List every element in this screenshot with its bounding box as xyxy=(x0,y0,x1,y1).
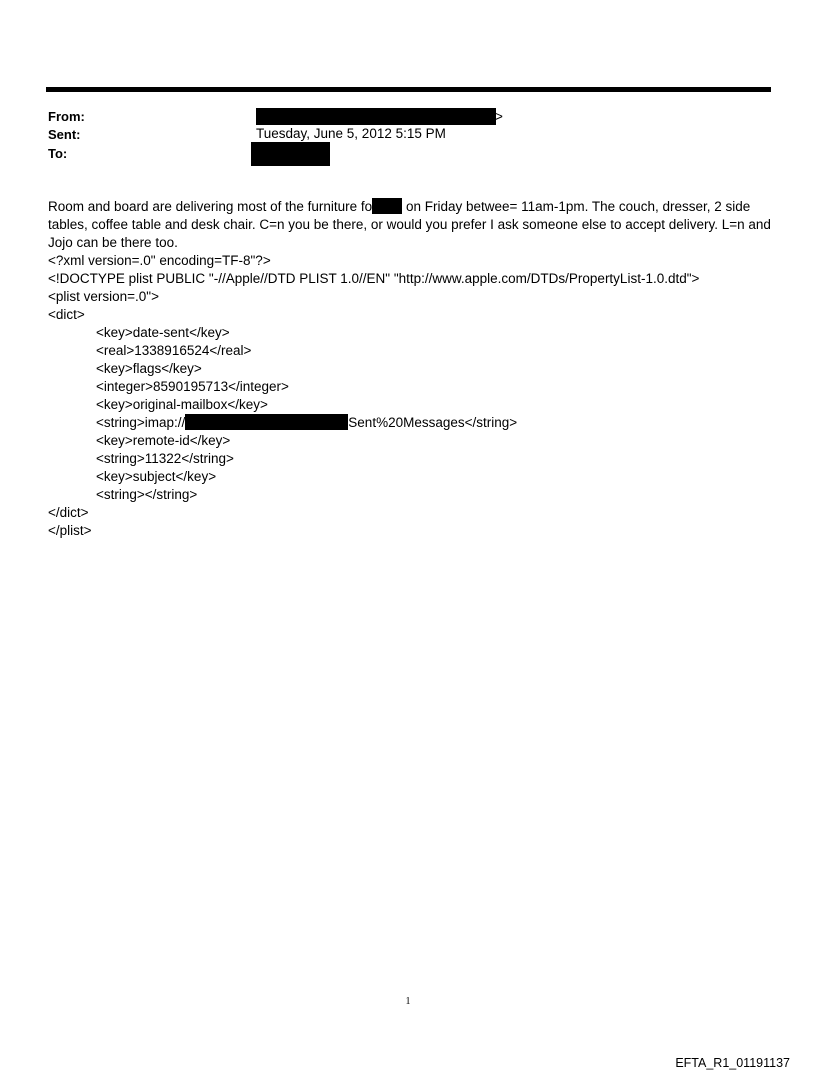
plist-line: <dict> xyxy=(48,307,85,322)
body-line-3: Jojo can be there too. xyxy=(48,235,178,250)
from-redaction xyxy=(256,108,496,125)
plist-line: <!DOCTYPE plist PUBLIC "-//Apple//DTD PLIST 1.0//EN" "http://www.apple.com/DTDs/PropertyList-1.0.dtd"> xyxy=(48,271,700,286)
header-rule xyxy=(46,87,771,92)
plist-text-segment: <string>imap:// xyxy=(96,415,186,430)
body-text-segment: Room and board are delivering most of the furniture fo xyxy=(48,199,373,214)
email-body xyxy=(48,198,773,540)
plist-line: <real>1338916524</real> xyxy=(96,343,252,358)
plist-line: <key>date-sent</key> xyxy=(96,325,230,340)
plist-line: </plist> xyxy=(48,523,92,538)
document-id: EFTA_R1_01191137 xyxy=(675,1056,790,1070)
body-line-1 xyxy=(48,198,773,216)
to-redaction xyxy=(251,142,330,166)
plist-line: <?xml version=.0" encoding=TF-8"?> xyxy=(48,253,271,268)
to-label: To: xyxy=(48,146,68,161)
plist-line: </dict> xyxy=(48,505,89,520)
plist-text-segment: Sent%20Messages</string> xyxy=(348,415,518,430)
plist-line: <key>original-mailbox</key> xyxy=(96,397,268,412)
body-text-segment: on Friday betwee= 11am-1pm. The couch, dresser, 2 side xyxy=(402,199,751,214)
from-label: From: xyxy=(48,109,85,124)
plist-line: <key>remote-id</key> xyxy=(96,433,231,448)
sent-label: Sent: xyxy=(48,127,81,142)
plist-line: <key>flags</key> xyxy=(96,361,202,376)
page-number: 1 xyxy=(405,996,411,1007)
plist-line: <plist version=.0"> xyxy=(48,289,159,304)
body-line-2: tables, coffee table and desk chair. C=n you be there, or would you prefer I ask someone else to accept delivery. L=n and xyxy=(48,217,771,232)
plist-line: <string></string> xyxy=(96,487,198,502)
plist-line xyxy=(48,414,773,432)
plist-line: <string>11322</string> xyxy=(96,451,234,466)
body-redaction xyxy=(372,198,402,214)
plist-line: <integer>8590195713</integer> xyxy=(96,379,289,394)
plist-line: <key>subject</key> xyxy=(96,469,217,484)
mailbox-redaction xyxy=(185,414,348,430)
sent-value: Tuesday, June 5, 2012 5:15 PM xyxy=(256,126,446,141)
from-value-suffix: > xyxy=(495,109,503,124)
